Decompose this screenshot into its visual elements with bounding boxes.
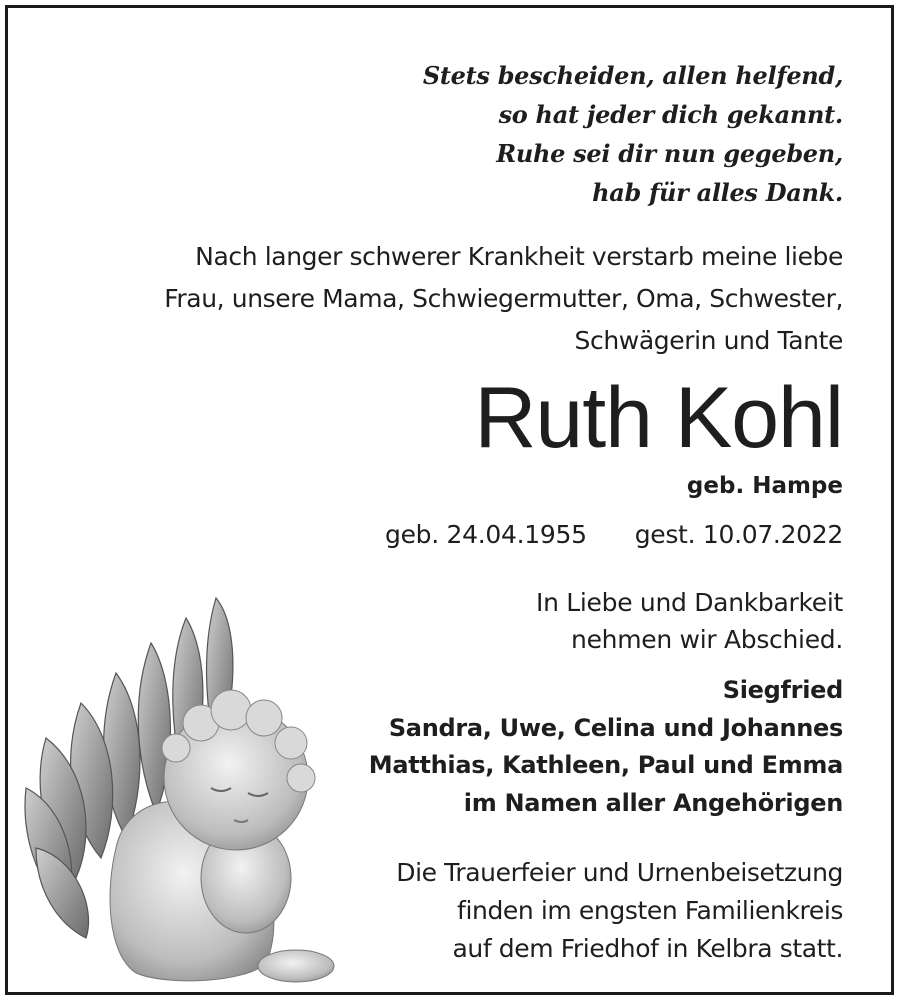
announcement-line: Nach langer schwerer Krankheit verstarb meine liebe [195, 242, 843, 271]
mourner-line: Siegfried [722, 676, 843, 704]
sleeping-angel-image [16, 588, 356, 988]
poem [423, 56, 843, 212]
maiden-name: geb. Hampe [686, 473, 843, 499]
deceased-name: Ruth Kohl [474, 370, 843, 466]
ceremony-notice [396, 854, 843, 968]
ceremony-line: finden im engsten Familienkreis [457, 896, 843, 925]
poem-line: Stets bescheiden, allen helfend, [422, 61, 843, 90]
farewell-text [536, 584, 843, 658]
birth-date: geb. 24.04.1955 [385, 520, 587, 549]
life-dates [385, 518, 843, 552]
poem-line: so hat jeder dich gekannt. [498, 100, 843, 129]
announcement-line: Schwägerin und Tante [574, 326, 843, 355]
mourners-list [369, 672, 843, 822]
poem-line: hab für alles Dank. [592, 178, 843, 207]
obituary-frame [5, 5, 894, 995]
death-date: gest. 10.07.2022 [634, 520, 843, 549]
announcement-line: Frau, unsere Mama, Schwiegermutter, Oma, Schwester, [164, 284, 843, 313]
farewell-line: nehmen wir Abschied. [571, 625, 843, 654]
ceremony-line: Die Trauerfeier und Urnenbeisetzung [396, 858, 843, 887]
mourner-line: Sandra, Uwe, Celina und Johannes [388, 713, 843, 742]
poem-line: Ruhe sei dir nun gegeben, [496, 139, 843, 168]
ceremony-line: auf dem Friedhof in Kelbra statt. [452, 934, 843, 963]
mourner-line: im Namen aller Angehörigen [463, 788, 843, 817]
mourner-line: Matthias, Kathleen, Paul und Emma [368, 751, 843, 779]
announcement-text [164, 236, 843, 362]
farewell-line: In Liebe und Dankbarkeit [536, 588, 843, 617]
